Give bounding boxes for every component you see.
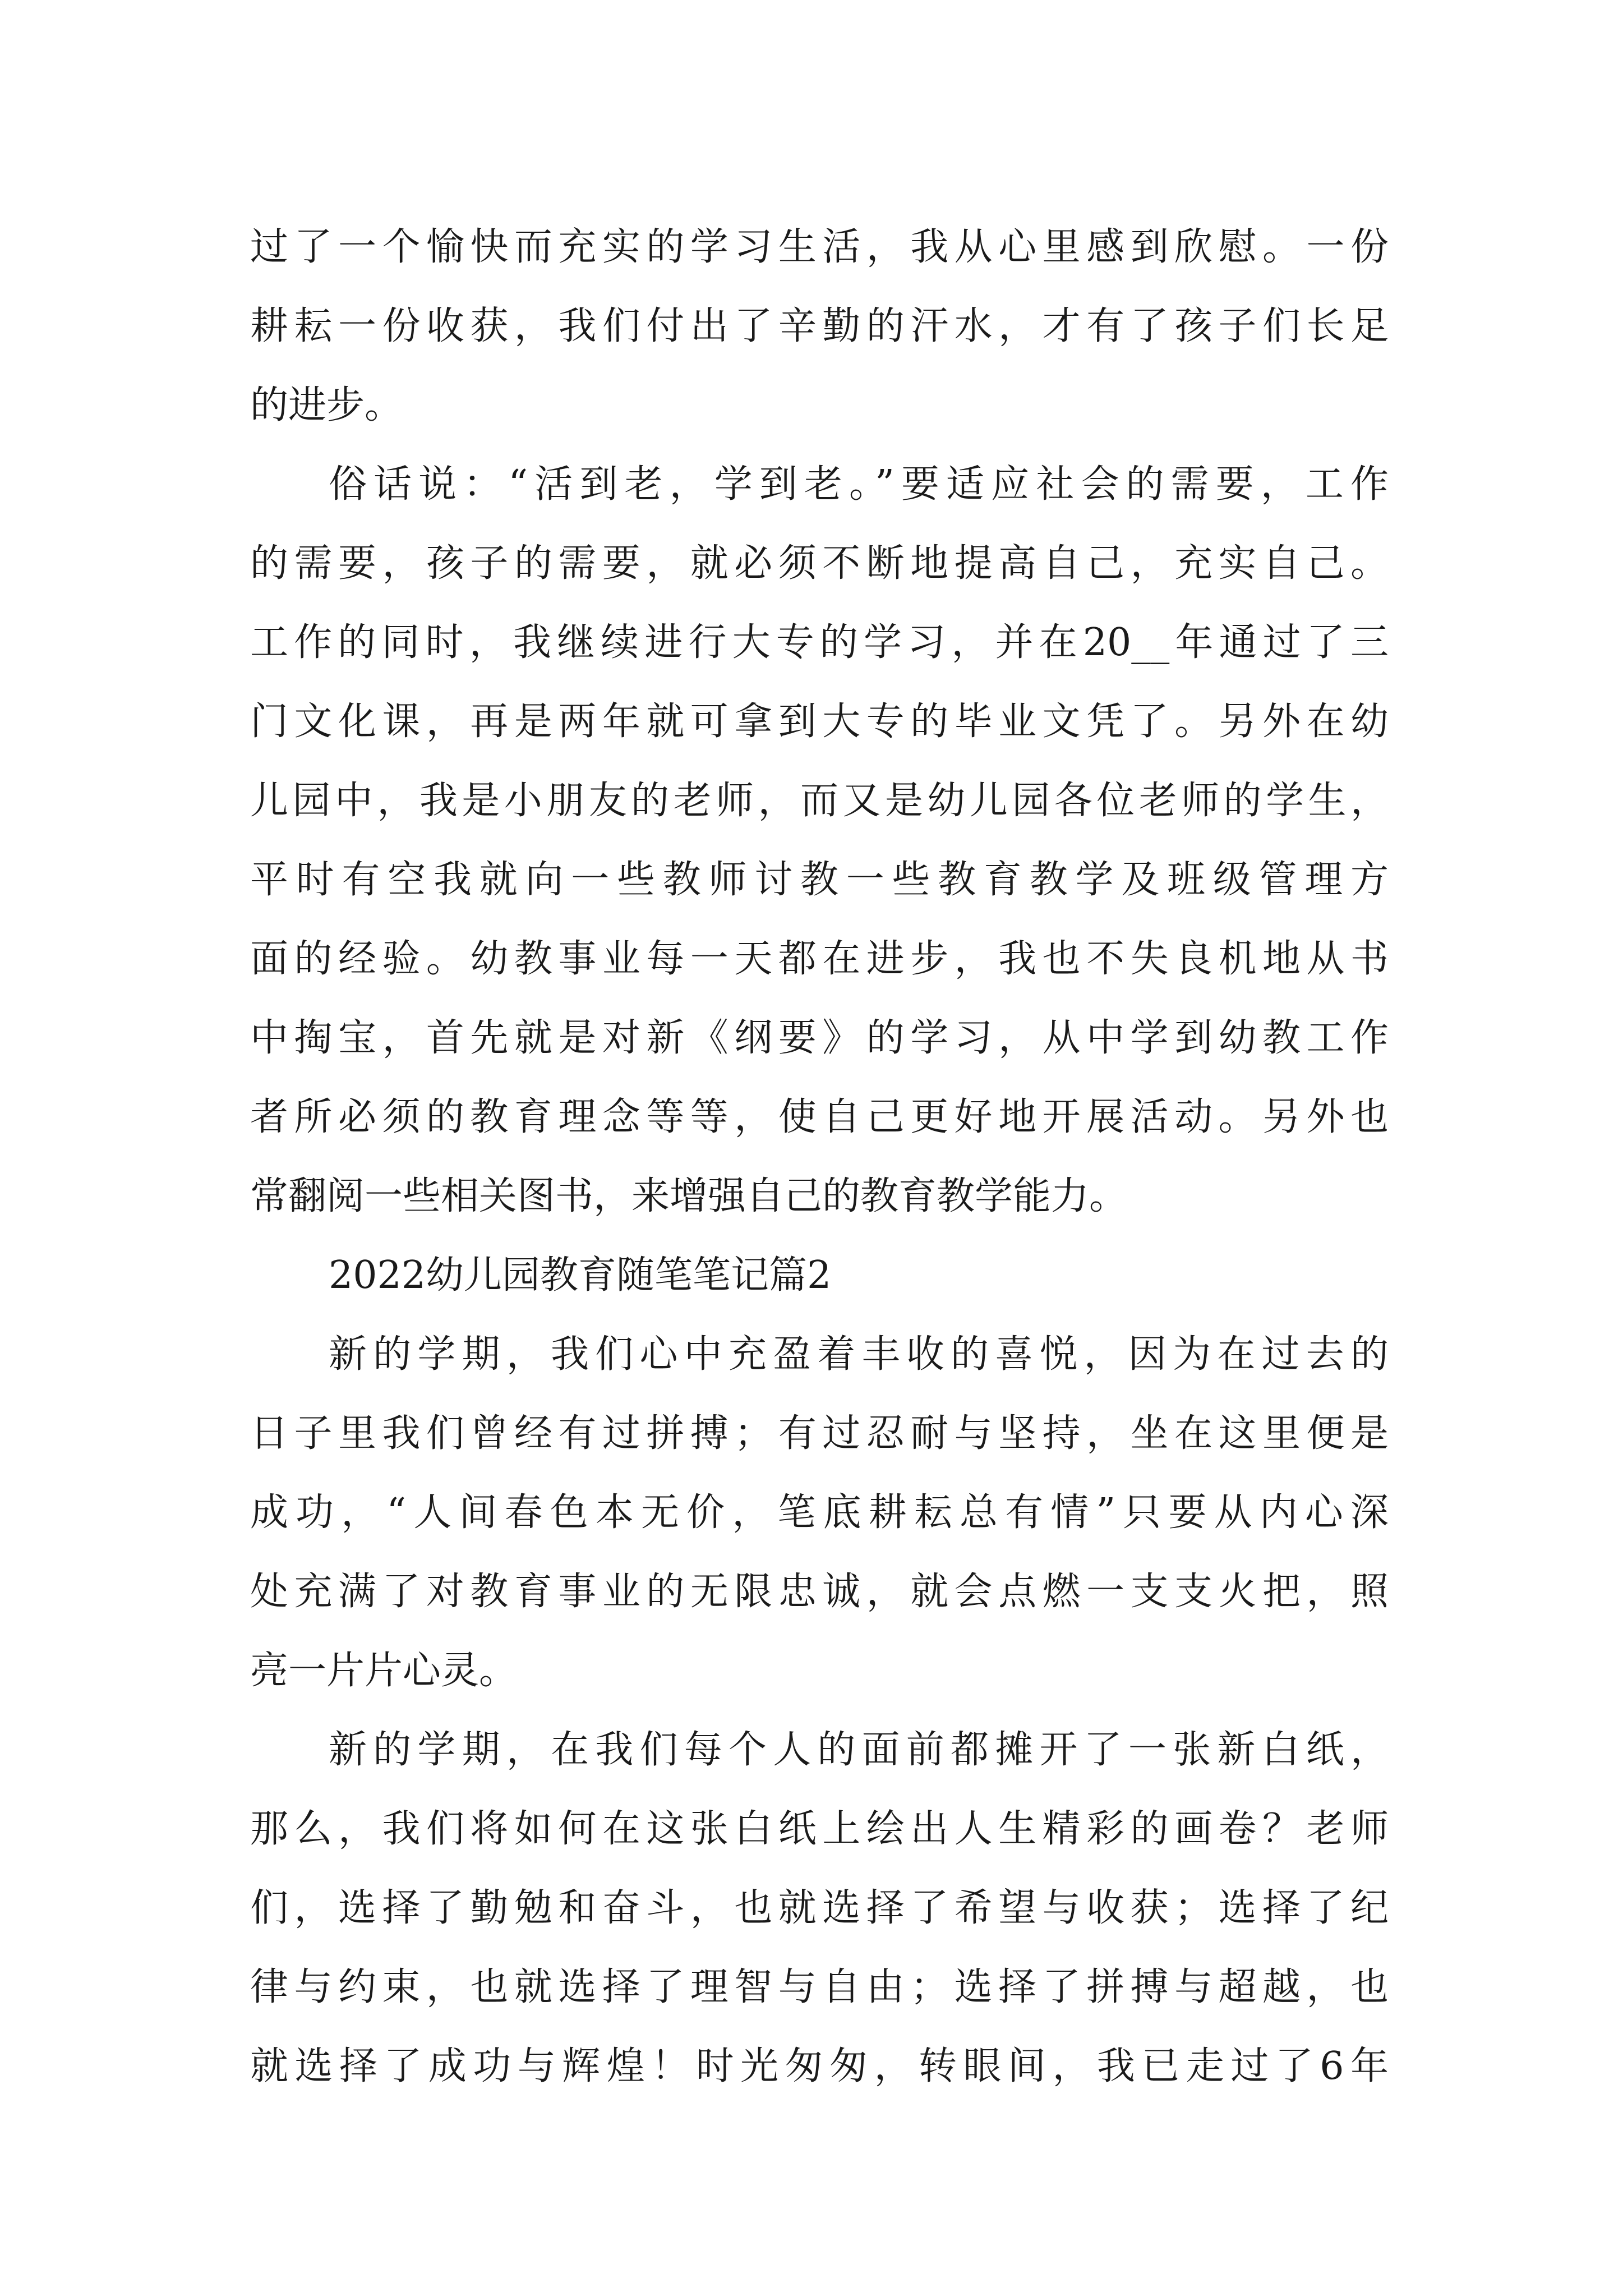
text-line: 处充满了对教育事业的无限忠诚，就会点燃一支支火把，照 xyxy=(250,1570,1389,1614)
text-line: 成功，“人间春色本无价，笔底耕耘总有情”只要从内心深 xyxy=(250,1490,1389,1535)
text-line: 过了一个愉快而充实的学习生活，我从心里感到欣慰。一份 xyxy=(250,225,1389,269)
text-line: 工作的同时，我继续进行大专的学习，并在20__年通过了三 xyxy=(250,620,1389,665)
text-line: 常翻阅一些相关图书，来增强自己的教育教学能力。 xyxy=(250,1174,1128,1218)
text-line: 新的学期，在我们每个人的面前都摊开了一张新白纸， xyxy=(329,1728,1389,1772)
document-body xyxy=(250,208,1389,2106)
text-line: 面的经验。幼教事业每一天都在进步，我也不失良机地从书 xyxy=(250,937,1389,981)
text-line: 者所必须的教育理念等等，使自己更好地开展活动。另外也 xyxy=(250,1095,1389,1139)
text-line: 中掏宝，首先就是对新《纲要》的学习，从中学到幼教工作 xyxy=(250,1016,1389,1060)
text-line: 就选择了成功与辉煌！时光匆匆，转眼间，我已走过了6年 xyxy=(250,2044,1389,2088)
text-line: 那么，我们将如何在这张白纸上绘出人生精彩的画卷？老师 xyxy=(250,1807,1389,1851)
paragraph-2 xyxy=(250,445,1389,1236)
paragraph-4 xyxy=(250,1710,1389,2106)
paragraph-3 xyxy=(250,1315,1389,1710)
heading-text: 2022幼儿园教育随笔笔记篇2 xyxy=(329,1253,832,1297)
text-line: 们，选择了勤勉和奋斗，也就选择了希望与收获；选择了纪 xyxy=(250,1886,1389,1930)
text-line: 儿园中，我是小朋友的老师，而又是幼儿园各位老师的学生， xyxy=(250,779,1389,823)
text-line: 的进步。 xyxy=(250,383,403,427)
text-line: 门文化课，再是两年就可拿到大专的毕业文凭了。另外在幼 xyxy=(250,700,1389,744)
paragraph-1 xyxy=(250,208,1389,445)
section-heading xyxy=(250,1236,1389,1315)
text-line: 日子里我们曾经有过拼搏；有过忍耐与坚持，坐在这里便是 xyxy=(250,1411,1389,1456)
text-line: 新的学期，我们心中充盈着丰收的喜悦，因为在过去的 xyxy=(329,1332,1389,1377)
text-line: 俗话说：“活到老，学到老。”要适应社会的需要，工作 xyxy=(329,462,1389,507)
text-line: 的需要，孩子的需要，就必须不断地提高自己，充实自己。 xyxy=(250,541,1389,586)
text-line: 耕耘一份收获，我们付出了辛勤的汗水，才有了孩子们长足 xyxy=(250,304,1389,348)
text-line: 律与约束，也就选择了理智与自由；选择了拼搏与超越，也 xyxy=(250,1965,1389,2009)
text-line: 平时有空我就向一些教师讨教一些教育教学及班级管理方 xyxy=(250,858,1389,902)
text-line: 亮一片片心灵。 xyxy=(250,1649,518,1693)
